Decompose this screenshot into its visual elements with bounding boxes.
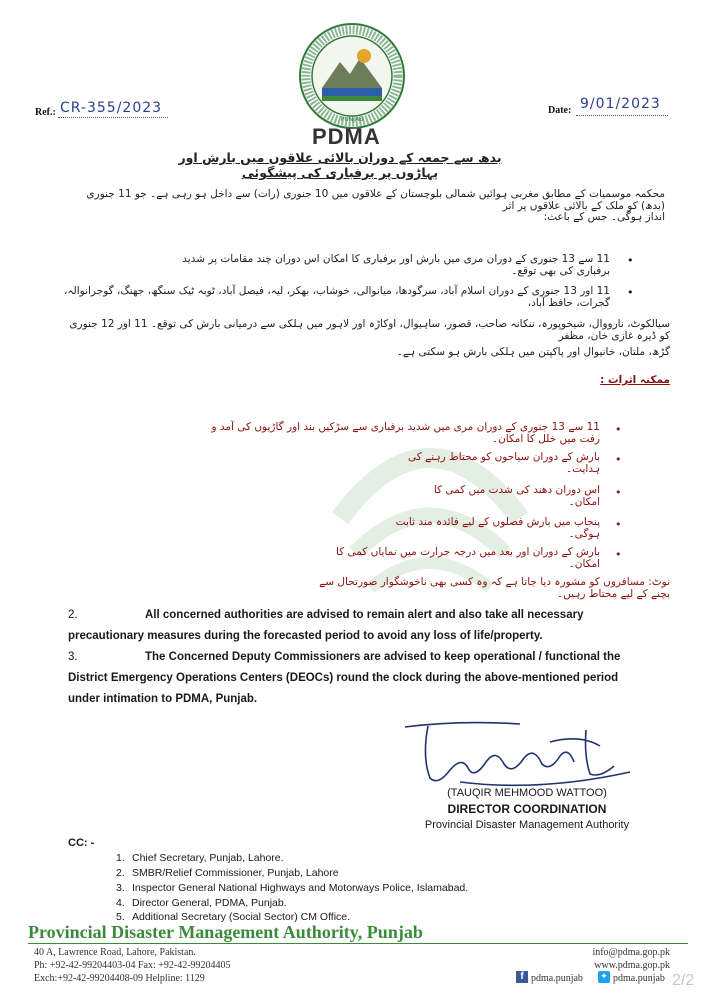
cc-item: Inspector General National Highways and Motorways Police, Islamabad. <box>132 882 469 894</box>
date-value: 9/01/2023 <box>580 96 661 112</box>
bullet-icon: • <box>615 423 622 436</box>
urdu-intro-line-2: انداز ہوگی۔ جس کے باعث: <box>543 211 665 223</box>
bullet-icon: • <box>627 286 634 299</box>
cc-label: CC: - <box>68 837 95 849</box>
facebook-icon[interactable]: f <box>516 971 528 983</box>
effect-item: اس دوران دھند کی شدت میں کمی کا امکان۔ <box>433 484 600 508</box>
footer-org-title: Provincial Disaster Management Authority, Punjab <box>28 922 423 942</box>
ref-label: Ref.: <box>35 107 56 118</box>
cc-number: 2. <box>116 867 125 879</box>
ref-number: CR-355/2023 <box>60 100 163 116</box>
forecast-item: 11 اور 13 جنوری کے دوران اسلام آباد، سرگودھا، میانوالی، خوشاب، بھکر، لیہ، فیصل آباد، ٹوبہ ٹیک سنگھ، جھنگ، گوجرانوالہ، گجرات، حافظ آباد، <box>64 285 610 309</box>
effect-item: بارش کے دوران اور بعد میں درجہ حرارت میں نمایاں کمی کا امکان۔ <box>335 546 600 570</box>
twitter-icon[interactable]: ✦ <box>598 971 610 983</box>
paragraph-number: 2. <box>68 609 78 621</box>
cc-number: 3. <box>116 882 125 894</box>
footer-facebook[interactable]: pdma.punjab <box>531 973 583 984</box>
bullet-icon: • <box>615 548 622 561</box>
cc-item: Additional Secretary (Social Sector) CM Office. <box>132 911 351 923</box>
paragraph-number: 3. <box>68 651 78 663</box>
cc-item: SMBR/Relief Commissioner, Punjab, Lahore <box>132 867 339 879</box>
page-indicator: 2/2 <box>672 972 695 989</box>
paragraph-2-line-1: All concerned authorities are advised to remain alert and also take all necessary <box>145 609 584 621</box>
footer-divider <box>28 943 688 944</box>
effect-item: 11 سے 13 جنوری کے دوران مری میں شدید برفباری سے سڑکیں بند اور گاڑیوں کی آمد و رفت میں خلل کا امکان۔ <box>211 421 600 445</box>
paragraph-3-line-3: under intimation to PDMA, Punjab. <box>68 693 258 705</box>
cc-number: 5. <box>116 911 125 923</box>
forecast-item: سیالکوٹ، نارووال، شیخوپورہ، ننکانہ صاحب، قصور، ساہیوال، اوکاڑہ اور لاہور میں ہلکی سے درمیانی بارش کی توقع۔ 11 اور 12 جنوری کو ڈیرہ غازی خان، مظفر <box>69 318 670 342</box>
urdu-note: نوٹ: مسافروں کو مشورہ دیا جاتا ہے کہ وہ کسی بھی ناخوشگوار صورتحال سے بچنے کے لیے محتاط رہیں۔ <box>319 576 670 600</box>
signatory-name: (TAUQIR MEHMOOD WATTOO) <box>447 787 607 799</box>
cc-number: 4. <box>116 897 125 909</box>
cc-item: Director General, PDMA, Punjab. <box>132 897 287 909</box>
urdu-intro-line-1: محکمہ موسمیات کے مطابق مغربی ہوائیں شمالی بلوچستان کے علاقوں میں 10 جنوری (رات) سے داخل ہو رہی ہے۔ جو 11 جنوری (بدھ) کو ملک کے بالائی علاقوں پر اثر <box>86 188 665 212</box>
pdma-logo <box>298 22 406 130</box>
bullet-icon: • <box>615 453 622 466</box>
handwritten-signature <box>400 712 640 792</box>
effect-item: بارش کے دوران سیاحوں کو محتاط رہنے کی ہدایت۔ <box>408 451 600 475</box>
effects-heading: ممکنہ اثرات : <box>600 374 670 386</box>
footer-exchange: Exch:+92-42-99204408-09 Helpline: 1129 <box>34 973 205 984</box>
footer-email[interactable]: info@pdma.gop.pk <box>592 947 670 958</box>
org-short-name: PDMA <box>312 124 381 149</box>
effect-item: پنجاب میں بارش فصلوں کے لیے فائدہ مند ثابت ہوگی۔ <box>395 516 600 540</box>
signatory-designation: DIRECTOR COORDINATION <box>447 802 607 816</box>
footer-twitter[interactable]: pdma.punjab <box>613 973 665 984</box>
logo-bottom-text: PUNJAB <box>340 116 364 123</box>
signatory-organization: Provincial Disaster Management Authority <box>424 819 630 831</box>
cc-number: 1. <box>116 852 125 864</box>
bullet-icon: • <box>615 486 622 499</box>
paragraph-2-line-2: precautionary measures during the forecasted period to avoid any loss of life/property. <box>68 630 543 642</box>
date-label: Date: <box>548 105 572 116</box>
bullet-icon: • <box>627 254 634 267</box>
forecast-item: 11 سے 13 جنوری کے دوران مری میں بارش اور برفباری کا امکان اس دوران چند مقامات پر شدید برفباری کی بھی توقع۔ <box>182 253 610 277</box>
cc-item: Chief Secretary, Punjab, Lahore. <box>132 852 284 864</box>
footer-phone: Ph: +92-42-99204403-04 Fax: +92-42-99204405 <box>34 960 231 971</box>
footer-website[interactable]: www.pdma.gop.pk <box>594 960 670 971</box>
bullet-icon: • <box>615 518 622 531</box>
footer-address: 40 A, Lawrence Road, Lahore, Pakistan. <box>34 947 196 958</box>
forecast-item: گڑھ، ملتان، خانیوال اور پاکپتن میں ہلکی بارش ہو سکتی ہے۔ <box>396 346 670 358</box>
paragraph-3-line-1: The Concerned Deputy Commissioners are advised to keep operational / functional the <box>145 651 621 663</box>
urdu-title: بدھ سے جمعہ کے دوران بالائی علاقوں میں بارش اور پہاڑوں پر برفباری کی پیشگوئی <box>178 150 502 180</box>
paragraph-3-line-2: District Emergency Operations Centers (DEOCs) round the clock during the above-mentioned period <box>68 672 619 684</box>
